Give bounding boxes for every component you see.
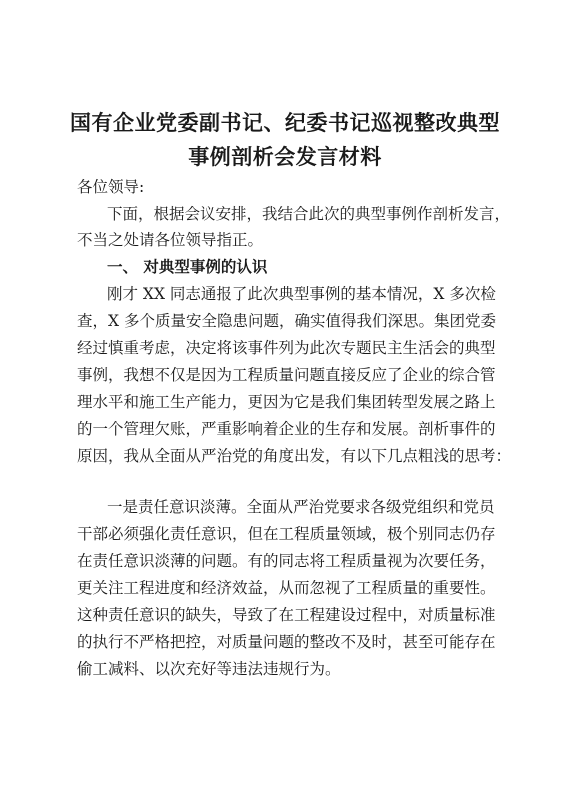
- document-title-line-2: 事例剖析会发言材料: [188, 144, 382, 169]
- paragraph-1-line: 理水平和施工生产能力，更因为它是我们集团转型发展之路上: [77, 393, 496, 411]
- paragraph-2-line: 在责任意识淡薄的问题。有的同志将工程质量视为次要任务，: [77, 552, 496, 570]
- paragraph-1-line: 刚才 XX 同志通报了此次典型事例的基本情况，X 多次检: [107, 285, 496, 303]
- salutation: 各位领导:: [77, 178, 145, 196]
- paragraph-2-line: 一是责任意识淡薄。全面从严治党要求各级党组织和党员: [107, 498, 495, 516]
- paragraph-2-line: 偷工减料、以次充好等违法违规行为。: [77, 660, 341, 678]
- paragraph-2-line: 更关注工程进度和经济效益，从而忽视了工程质量的重要性。: [77, 579, 496, 597]
- intro-line-2: 不当之处请各位领导指正。: [77, 231, 264, 249]
- paragraph-2-line: 的执行不严格把控，对质量问题的整改不及时，甚至可能存在: [77, 633, 496, 651]
- paragraph-1-line: 原因，我从全面从严治党的角度出发，有以下几点粗浅的思考：: [77, 447, 512, 465]
- paragraph-2-line: 干部必须强化责任意识，但在工程质量领域，极个别同志仍存: [77, 525, 496, 543]
- document-title-line-1: 国有企业党委副书记、纪委书记巡视整改典型: [70, 110, 500, 135]
- paragraph-1-line: 经过慎重考虑，决定将该事件列为此次专题民主生活会的典型: [77, 339, 496, 357]
- paragraph-1-line: 查，X 多个质量安全隐患问题，确实值得我们深思。集团党委: [77, 312, 496, 330]
- paragraph-2-line: 这种责任意识的缺失，导致了在工程建设过程中，对质量标准: [77, 606, 496, 624]
- paragraph-1-line: 的一个管理欠账，严重影响着企业的生存和发展。剖析事件的: [77, 420, 496, 438]
- section-heading-1: 一、 对典型事例的认识: [107, 257, 268, 276]
- paragraph-1-line: 事例，我想不仅是因为工程质量问题直接反应了企业的综合管: [77, 366, 496, 384]
- intro-line-1: 下面，根据会议安排，我结合此次的典型事例作剖析发言，: [107, 205, 511, 223]
